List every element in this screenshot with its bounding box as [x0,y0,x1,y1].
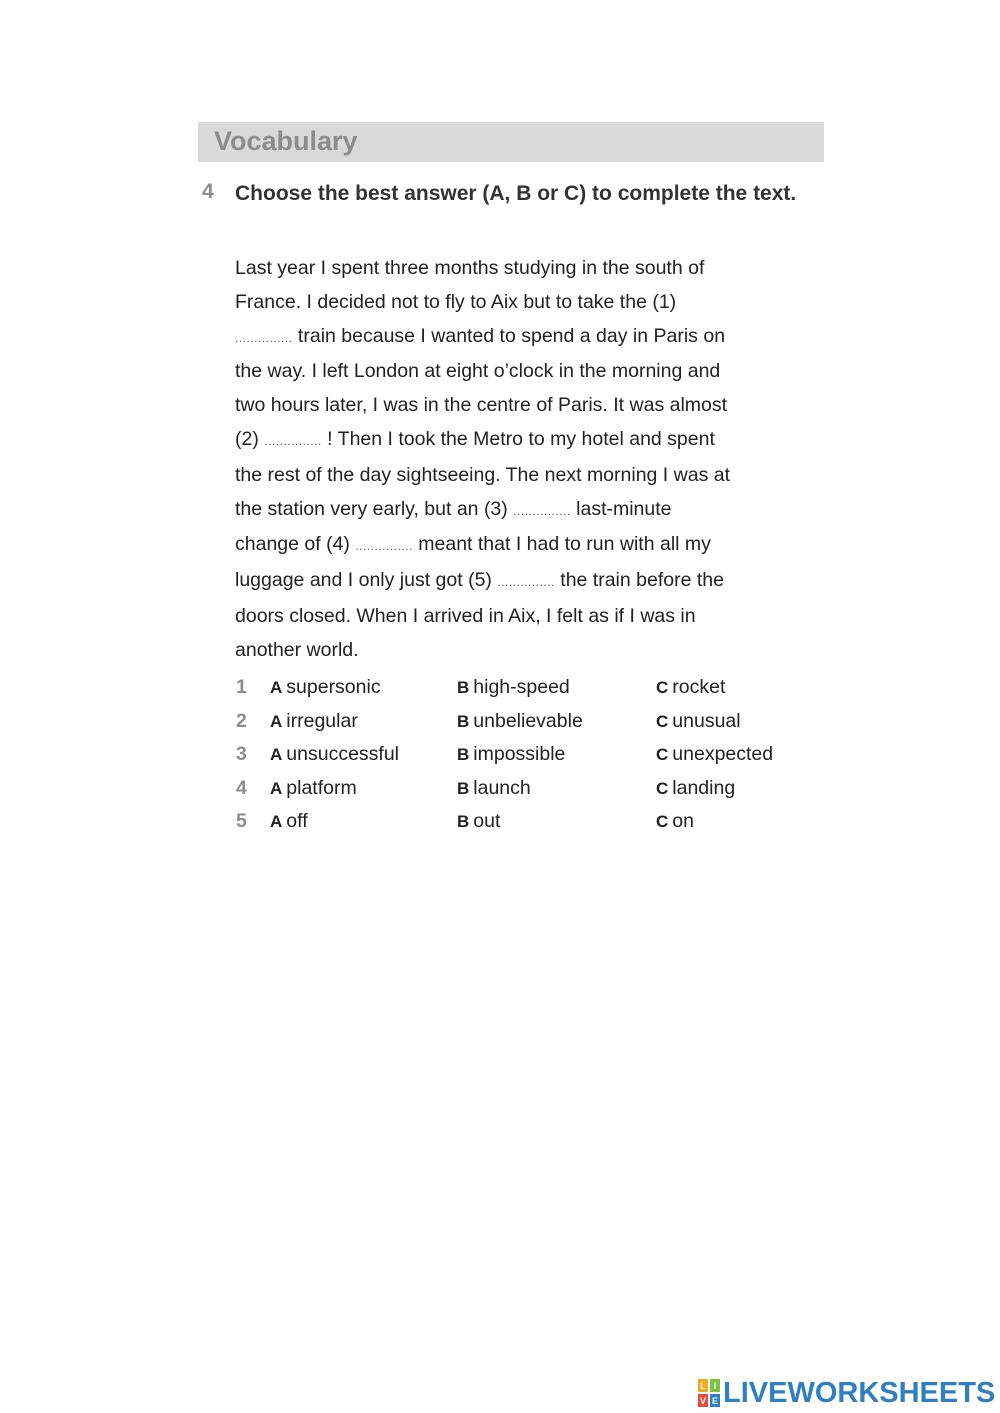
option-number: 2 [236,709,247,732]
option-letter: C [656,678,669,697]
option-a[interactable]: A irregular [270,709,358,732]
passage-line: ............... train because I wanted to spend a day in Paris on [235,324,726,347]
option-letter: B [457,778,470,798]
option-letter: B [457,678,470,697]
liveworksheets-logo-icon [697,1378,721,1408]
passage-line: two hours later, I was in the centre of Paris. It was almost [235,394,728,417]
option-letter: C [656,778,669,798]
option-letter: B [457,812,470,831]
passage-line: another world. [235,638,359,661]
option-letter: A [270,778,283,798]
liveworksheets-wordmark: LIVEWORKSHEETS [723,1376,996,1409]
option-c[interactable]: C on [656,810,694,832]
option-letter: B [457,745,470,764]
passage-line: luggage and I only just got (5) ............... the train before the [235,569,724,592]
passage-line: France. I decided not to fly to Aix but to take the (1) [235,290,677,313]
option-a[interactable]: A unsuccessful [270,743,400,765]
answer-gap[interactable]: ............... [264,433,322,448]
option-a[interactable]: A platform [270,776,357,799]
passage-line: the way. I left London at eight o’clock in the morning and [235,360,721,383]
option-b[interactable]: B impossible [457,743,566,765]
option-b[interactable]: B out [457,810,501,832]
option-a[interactable]: A off [270,810,308,832]
option-letter: C [656,711,669,731]
passage-text [235,252,805,668]
answer-gap[interactable]: ............... [235,330,293,345]
option-number: 5 [236,810,247,832]
option-letter: A [270,711,283,731]
section-title: Vocabulary [214,126,358,156]
passage-line: the rest of the day sightseeing. The next morning I was at [235,463,731,486]
exercise-number: 4 [202,180,214,203]
passage-line: doors closed. When I arrived in Aix, I felt as if I was in [235,604,696,627]
option-number: 3 [236,743,247,765]
logo-letter: L [700,1381,706,1391]
option-number: 4 [236,776,247,799]
logo-letter: E [711,1396,719,1406]
option-letter: A [270,678,283,697]
option-c[interactable]: C landing [656,776,736,799]
passage-line: change of (4) ............... meant that I had to run with all my [235,533,711,556]
answer-gap[interactable]: ............... [355,539,413,554]
section-header [198,122,824,162]
passage-line: (2) ............... ! Then I took the Metro to my hotel and spent [235,427,715,450]
option-b[interactable]: B high-speed [457,676,570,698]
logo-letter: I [713,1381,717,1391]
option-b[interactable]: B launch [457,776,531,799]
answer-gap[interactable]: ............... [497,575,555,590]
option-letter: C [656,812,669,831]
option-number: 1 [236,676,247,698]
passage-line: the station very early, but an (3) ............... last-minute [235,497,672,520]
answer-gap[interactable]: ............... [513,503,571,518]
option-b[interactable]: B unbelievable [457,709,583,732]
option-letter: B [457,711,470,731]
liveworksheets-brand [697,1376,995,1410]
option-a[interactable]: A supersonic [270,676,381,698]
passage-line: Last year I spent three months studying in the south of [235,257,705,279]
option-letter: C [656,745,669,764]
option-c[interactable]: C rocket [656,676,726,698]
exercise-instruction: Choose the best answer (A, B or C) to complete the text. [235,182,797,205]
option-letter: A [270,812,283,831]
logo-letter: V [699,1396,707,1406]
option-letter: A [270,745,283,764]
option-c[interactable]: C unusual [656,709,741,732]
option-c[interactable]: C unexpected [656,743,774,765]
